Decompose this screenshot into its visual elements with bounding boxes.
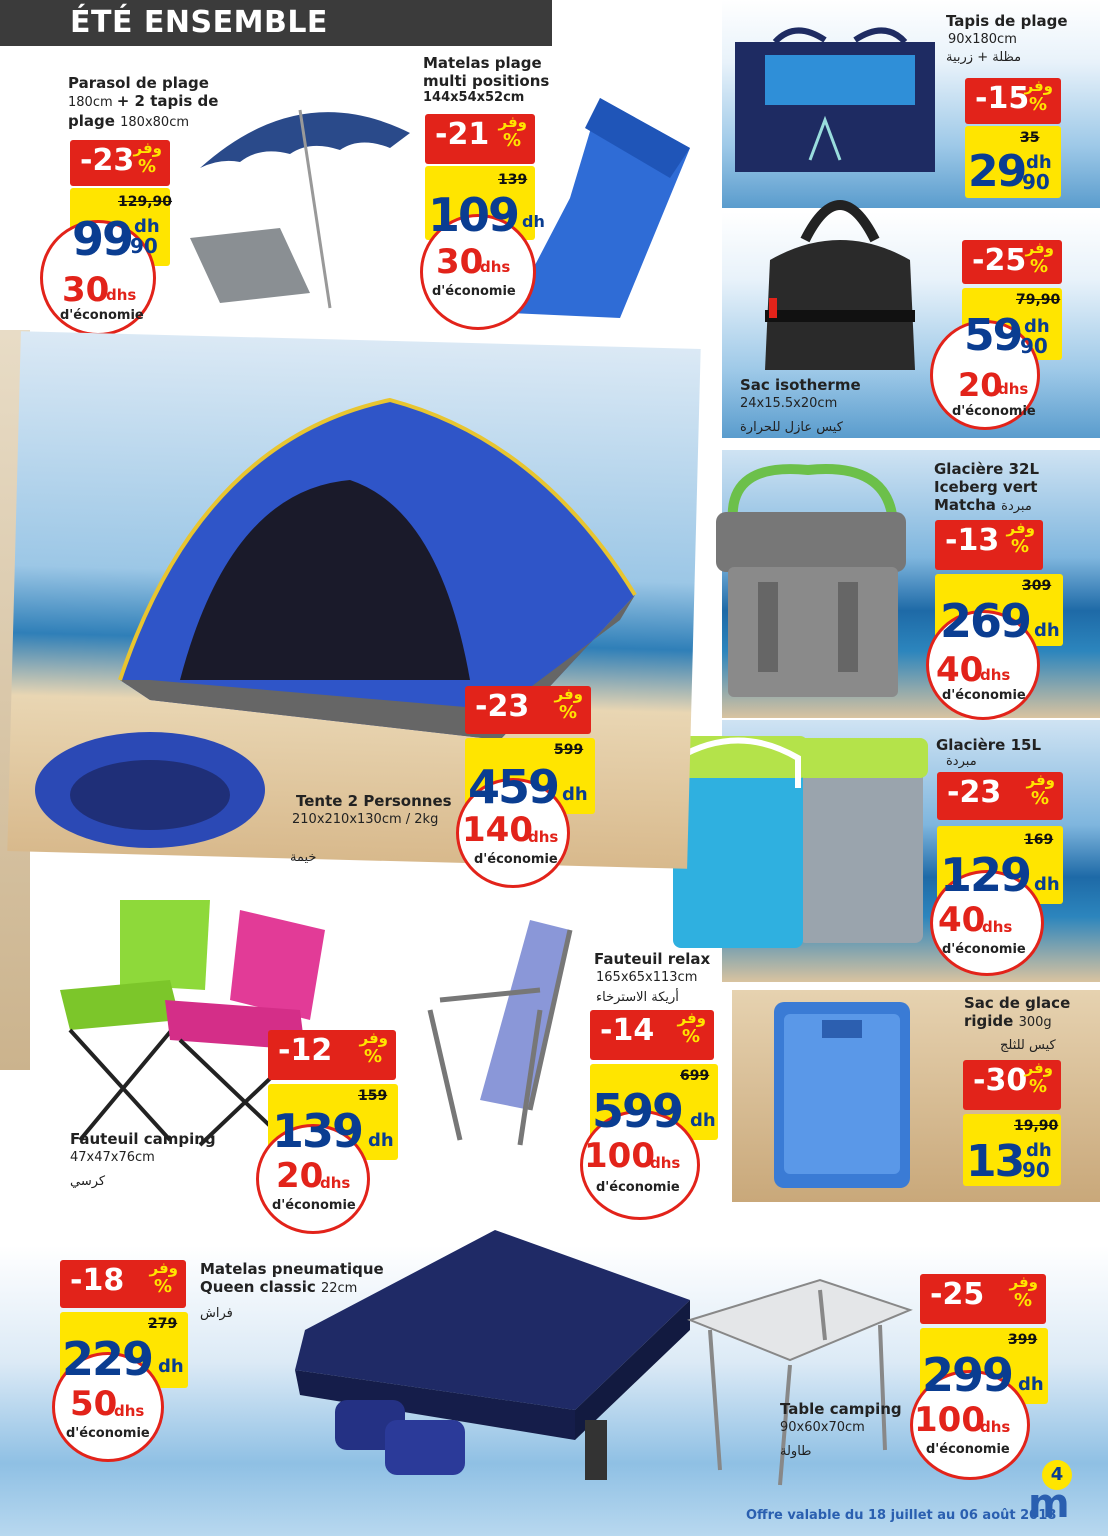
fauteuil-relax-arabic: أريكة الاسترخاء bbox=[596, 990, 679, 1005]
logo-letter: m bbox=[1028, 1481, 1070, 1527]
matelas-plage-l1: Matelas plage bbox=[423, 54, 542, 72]
beach-mat-bag-image bbox=[735, 20, 935, 180]
matelas-plage-econ-label: d'économie bbox=[432, 284, 516, 299]
sac-isotherme-discount-badge bbox=[962, 240, 1062, 284]
matelas-plage-price: 109 bbox=[428, 188, 519, 242]
matelas-plage-pct: % bbox=[502, 130, 521, 151]
brand-logo bbox=[1024, 1460, 1072, 1526]
tapis-arabic-save: وفر bbox=[1024, 77, 1053, 95]
tente-discount-badge bbox=[465, 686, 591, 734]
parasol-savings-unit: dhs bbox=[106, 286, 137, 304]
tapis-price: 29 bbox=[968, 146, 1026, 197]
glaciere32-l1: Glacière 32L bbox=[934, 460, 1040, 478]
glaciere15-arabic: مبردة bbox=[946, 754, 977, 769]
sac-isotherme-discount: -25 bbox=[972, 243, 1027, 278]
glaciere32-currency: dh bbox=[1034, 620, 1060, 641]
parasol-size: 180cm bbox=[68, 95, 117, 110]
fauteuil-camping-econ-label: d'économie bbox=[272, 1198, 356, 1213]
matelas-plage-savings: 30 bbox=[436, 242, 484, 282]
cooler-32l-image bbox=[708, 462, 918, 702]
glaciere15-discount: -23 bbox=[947, 775, 1002, 810]
table-savings-unit: dhs bbox=[980, 1418, 1011, 1436]
sac-isotherme-price-dec: 90 bbox=[1020, 334, 1048, 358]
glaciere15-savings-unit: dhs bbox=[982, 918, 1013, 936]
sac-isotherme-dims: 24x15.5x20cm bbox=[740, 396, 838, 411]
fauteuil-camping-discount-badge bbox=[268, 1030, 396, 1080]
sac-isotherme-arabic-save: وفر bbox=[1025, 239, 1054, 257]
matelas-pneu-l1: Matelas pneumatique bbox=[200, 1260, 384, 1278]
glaciere32-arabic: مبردة bbox=[1001, 499, 1032, 514]
sac-isotherme-title: Sac isotherme bbox=[740, 376, 861, 394]
page-number: 4 bbox=[1042, 1460, 1072, 1490]
ice-pack-image bbox=[772, 1000, 912, 1190]
matelas-pneu-l2a: Queen classic bbox=[200, 1278, 321, 1296]
parasol-savings: 30 bbox=[62, 270, 110, 310]
sac-glace-discount: -30 bbox=[973, 1063, 1028, 1098]
sac-glace-arabic: كيس للثلج bbox=[1000, 1038, 1056, 1053]
tente-dims: 210x210x130cm / 2kg bbox=[292, 812, 439, 827]
parasol-old-price: 129,90 bbox=[118, 194, 173, 210]
tente-discount: -23 bbox=[475, 689, 530, 724]
tapis-arabic: مظلة + زربية bbox=[946, 50, 1022, 65]
glaciere15-old-price: 169 bbox=[1024, 832, 1054, 848]
fauteuil-camping-pct: % bbox=[363, 1046, 382, 1067]
fauteuil-relax-arabic-save: وفر bbox=[677, 1009, 706, 1027]
parasol-discount: -23 bbox=[80, 143, 135, 178]
glaciere32-econ-label: d'économie bbox=[942, 688, 1026, 703]
glaciere32-price: 269 bbox=[940, 594, 1031, 648]
fauteuil-camping-price: 139 bbox=[272, 1104, 363, 1158]
matelas-plage-l2: multi positions bbox=[423, 72, 550, 90]
matelas-pneu-title bbox=[200, 1260, 400, 1298]
fauteuil-relax-discount: -14 bbox=[600, 1013, 655, 1048]
fauteuil-camping-savings-unit: dhs bbox=[320, 1174, 351, 1192]
table-savings: 100 bbox=[914, 1400, 985, 1440]
relax-chair-image bbox=[420, 910, 600, 1150]
tente-pct: % bbox=[558, 702, 577, 723]
glaciere15-discount-badge bbox=[937, 772, 1063, 820]
parasol-plage: plage bbox=[68, 112, 121, 130]
sac-glace-title bbox=[964, 994, 1094, 1032]
tapis-discount: -15 bbox=[975, 81, 1030, 116]
sac-isotherme-savings: 20 bbox=[958, 366, 1003, 404]
sac-glace-price-dec: 90 bbox=[1022, 1158, 1050, 1182]
sac-isotherme-savings-unit: dhs bbox=[998, 380, 1029, 398]
table-discount-badge bbox=[920, 1274, 1046, 1324]
fauteuil-relax-pct: % bbox=[681, 1026, 700, 1047]
tapis-currency: dh bbox=[1026, 152, 1052, 173]
matelas-plage-discount: -21 bbox=[435, 117, 490, 152]
glaciere32-old-price: 309 bbox=[1022, 578, 1052, 594]
sac-glace-price: 13 bbox=[966, 1136, 1024, 1187]
fauteuil-relax-currency: dh bbox=[690, 1110, 716, 1131]
offer-validity-text: Offre valable du 18 juillet au 06 août 2018 bbox=[746, 1508, 1057, 1523]
matelas-plage-discount-badge bbox=[425, 114, 535, 164]
cooler-15l-image bbox=[668, 728, 930, 958]
glaciere15-econ-label: d'économie bbox=[942, 942, 1026, 957]
parasol-plus: + 2 tapis de bbox=[116, 92, 219, 110]
matelas-plage-old-price: 139 bbox=[498, 172, 528, 188]
tente-arabic-save: وفر bbox=[554, 685, 583, 703]
glaciere32-l3: Matcha bbox=[934, 496, 996, 514]
table-price: 299 bbox=[922, 1348, 1013, 1402]
fauteuil-relax-title: Fauteuil relax bbox=[594, 950, 711, 968]
fauteuil-camping-dims: 47x47x76cm bbox=[70, 1150, 155, 1165]
table-pct: % bbox=[1013, 1290, 1032, 1311]
tente-econ-label: d'économie bbox=[474, 852, 558, 867]
sac-isotherme-arabic: كيس عازل للحرارة bbox=[740, 420, 843, 435]
fauteuil-camping-discount: -12 bbox=[278, 1033, 333, 1068]
glaciere32-l2: Iceberg vert bbox=[934, 478, 1038, 496]
sac-isotherme-price: 59 bbox=[964, 310, 1022, 361]
tapis-price-dec: 90 bbox=[1022, 170, 1050, 194]
glaciere15-price: 129 bbox=[940, 848, 1031, 902]
matelas-pneu-price: 229 bbox=[62, 1332, 153, 1386]
glaciere15-currency: dh bbox=[1034, 874, 1060, 895]
table-discount: -25 bbox=[930, 1277, 985, 1312]
parasol-pct: % bbox=[137, 156, 156, 177]
tapis-pct: % bbox=[1028, 94, 1047, 115]
glaciere32-discount: -13 bbox=[945, 523, 1000, 558]
sac-glace-discount-badge bbox=[963, 1060, 1061, 1110]
glaciere32-arabic-save: وفر bbox=[1006, 519, 1035, 537]
glaciere32-discount-badge bbox=[935, 520, 1043, 570]
matelas-pneu-savings: 50 bbox=[70, 1384, 118, 1424]
tent-bag-image bbox=[30, 725, 270, 855]
parasol-name-l1: Parasol de plage bbox=[68, 74, 209, 92]
matelas-pneu-discount-badge bbox=[60, 1260, 186, 1308]
matelas-plage-currency: dh bbox=[522, 212, 545, 231]
parasol-mat-size: 180x80cm bbox=[120, 115, 189, 130]
matelas-pneu-old-price: 279 bbox=[148, 1316, 178, 1332]
tapis-title: Tapis de plage bbox=[946, 12, 1068, 30]
fauteuil-relax-discount-badge bbox=[590, 1010, 714, 1060]
fauteuil-camping-arabic: كرسي bbox=[70, 1174, 106, 1189]
tapis-discount-badge bbox=[965, 78, 1061, 124]
sac-isotherme-currency: dh bbox=[1024, 316, 1050, 337]
matelas-pneu-savings-unit: dhs bbox=[114, 1402, 145, 1420]
glaciere32-savings: 40 bbox=[936, 650, 984, 690]
parasol-econ-label: d'économie bbox=[60, 308, 144, 323]
fauteuil-camping-currency: dh bbox=[368, 1130, 394, 1151]
fauteuil-relax-price: 599 bbox=[592, 1084, 683, 1138]
sac-glace-currency: dh bbox=[1026, 1140, 1052, 1161]
fauteuil-relax-savings: 100 bbox=[584, 1136, 655, 1176]
table-title: Table camping bbox=[780, 1400, 902, 1418]
fauteuil-relax-old-price: 699 bbox=[680, 1068, 710, 1084]
fauteuil-camping-title: Fauteuil camping bbox=[70, 1130, 216, 1148]
tente-price: 459 bbox=[468, 760, 559, 814]
sac-isotherme-pct: % bbox=[1029, 256, 1048, 277]
sac-glace-arabic-save: وفر bbox=[1024, 1059, 1053, 1077]
matelas-plage-dims: 144x54x52cm bbox=[423, 90, 525, 105]
sac-glace-l1: Sac de glace bbox=[964, 994, 1071, 1012]
section-header bbox=[0, 0, 552, 46]
matelas-pneu-econ-label: d'économie bbox=[66, 1426, 150, 1441]
table-econ-label: d'économie bbox=[926, 1442, 1010, 1457]
matelas-pneu-discount: -18 bbox=[70, 1263, 125, 1298]
cooler-bag-image bbox=[755, 180, 925, 380]
table-arabic-save: وفر bbox=[1009, 1273, 1038, 1291]
tente-old-price: 599 bbox=[554, 742, 584, 758]
sac-isotherme-old-price: 79,90 bbox=[1016, 292, 1061, 308]
fauteuil-relax-savings-unit: dhs bbox=[650, 1154, 681, 1172]
sac-glace-weight: 300g bbox=[1018, 1015, 1052, 1030]
glaciere32-title bbox=[934, 460, 1094, 516]
sac-glace-old-price: 19,90 bbox=[1014, 1118, 1059, 1134]
matelas-pneu-currency: dh bbox=[158, 1356, 184, 1377]
tapis-old-price: 35 bbox=[1020, 130, 1040, 146]
table-old-price: 399 bbox=[1008, 1332, 1038, 1348]
fauteuil-relax-econ-label: d'économie bbox=[596, 1180, 680, 1195]
fauteuil-camping-savings: 20 bbox=[276, 1156, 324, 1196]
tente-arabic: خيمة bbox=[290, 850, 317, 865]
section-title: ÉTÉ ENSEMBLE bbox=[70, 5, 328, 40]
table-dims: 90x60x70cm bbox=[780, 1420, 865, 1435]
glaciere32-pct: % bbox=[1010, 536, 1029, 557]
parasol-arabic-save: وفر bbox=[133, 139, 162, 157]
table-arabic: طاولة bbox=[780, 1444, 812, 1459]
tapis-dims: 90x180cm bbox=[948, 32, 1017, 47]
tente-savings-unit: dhs bbox=[528, 828, 559, 846]
parasol-price: 99 bbox=[72, 212, 133, 266]
tente-title: Tente 2 Personnes bbox=[296, 792, 452, 810]
tente-savings: 140 bbox=[462, 810, 533, 850]
matelas-pneu-height: 22cm bbox=[320, 1281, 358, 1296]
table-currency: dh bbox=[1018, 1374, 1044, 1395]
glaciere15-arabic-save: وفر bbox=[1026, 771, 1055, 789]
matelas-pneu-arabic: فراش bbox=[200, 1306, 233, 1321]
matelas-pneu-arabic-save: وفر bbox=[149, 1259, 178, 1277]
fauteuil-camping-old-price: 159 bbox=[358, 1088, 388, 1104]
matelas-pneu-pct: % bbox=[153, 1276, 172, 1297]
parasol-price-dec: 90 bbox=[130, 234, 158, 258]
glaciere15-pct: % bbox=[1030, 788, 1049, 809]
glaciere15-title: Glacière 15L bbox=[936, 736, 1042, 754]
sac-glace-pct: % bbox=[1028, 1076, 1047, 1097]
parasol-discount-badge bbox=[70, 140, 170, 186]
sac-glace-l2a: rigide bbox=[964, 1012, 1019, 1030]
matelas-plage-savings-unit: dhs bbox=[480, 258, 511, 276]
matelas-plage-arabic-save: وفر bbox=[498, 113, 527, 131]
fauteuil-relax-dims: 165x65x113cm bbox=[596, 970, 698, 985]
parasol-currency: dh bbox=[134, 216, 160, 237]
tente-currency: dh bbox=[562, 784, 588, 805]
parasol-image bbox=[180, 88, 420, 328]
sac-isotherme-econ-label: d'économie bbox=[952, 404, 1036, 419]
glaciere32-savings-unit: dhs bbox=[980, 666, 1011, 684]
fauteuil-camping-arabic-save: وفر bbox=[359, 1029, 388, 1047]
glaciere15-savings: 40 bbox=[938, 900, 986, 940]
